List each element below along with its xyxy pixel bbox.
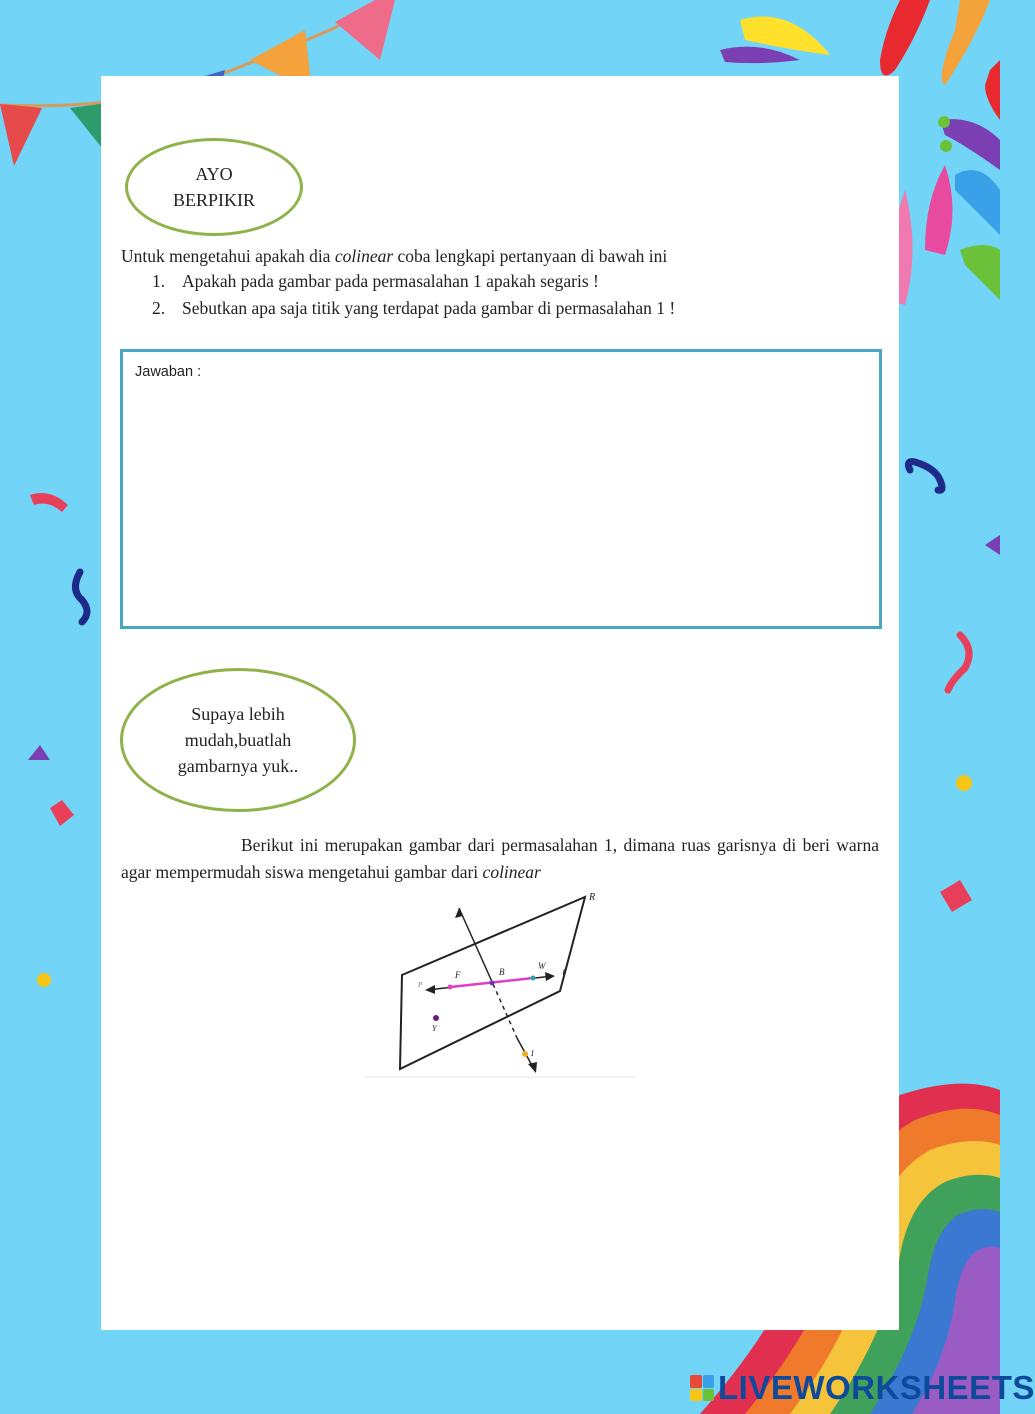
confetti-purple-icon — [985, 535, 1000, 555]
hint-line-3: gambarnya yuk.. — [177, 756, 299, 776]
question-text: Apakah pada gambar pada permasalahan 1 apakah segaris ! — [182, 271, 599, 291]
confetti-navy-icon — [75, 572, 87, 622]
question-number: 1. — [152, 271, 166, 291]
label-w: W — [538, 961, 546, 971]
hint-line-1: Supaya lebih — [191, 704, 285, 724]
question-text: Sebutkan apa saja titik yang terdapat pada gambar di permasalahan 1 ! — [182, 298, 676, 318]
bunting-flag-red-icon — [0, 104, 42, 166]
arrow-down-icon — [528, 1062, 537, 1073]
plane-label: R — [589, 892, 596, 903]
point-i — [522, 1051, 528, 1057]
hint-line-2: mudah,buatlah — [184, 730, 292, 750]
transversal-line — [459, 908, 493, 984]
point-y — [433, 1015, 439, 1021]
point-f — [448, 985, 453, 990]
description-italic: colinear — [482, 862, 541, 882]
point-b — [490, 981, 495, 986]
confetti-yellow-icon — [956, 775, 972, 791]
question-number: 2. — [152, 298, 166, 318]
bunting-flag-pink-icon — [335, 0, 395, 60]
answer-box[interactable] — [120, 349, 882, 629]
label-y: Y — [432, 1024, 437, 1033]
title-line-1: AYO — [195, 164, 233, 184]
intro-italic: colinear — [334, 246, 394, 266]
description-paragraph — [121, 832, 879, 886]
question-item — [152, 271, 599, 292]
confetti-pink-icon — [30, 493, 68, 512]
label-i: I — [531, 1049, 534, 1058]
label-p: P — [418, 981, 423, 989]
collinear-figure — [365, 888, 635, 1080]
label-b: B — [499, 967, 505, 977]
confetti-navy-icon — [908, 462, 942, 491]
intro-after: coba lengkapi pertanyaan di bawah ini — [393, 246, 668, 266]
point-w — [531, 976, 536, 981]
title-line-2: BERPIKIR — [172, 190, 255, 210]
brand-text: LIVEWORKSHEETS — [718, 1369, 1035, 1406]
label-l: ℓ — [562, 967, 566, 977]
confetti-pink-icon — [50, 800, 74, 826]
intro-before: Untuk mengetahui apakah dia — [121, 246, 335, 266]
arrow-right-icon — [545, 972, 555, 981]
arrow-left-icon — [425, 985, 435, 994]
question-item — [152, 298, 675, 319]
description-text: Berikut ini merupakan gambar dari permasalahan 1, dimana ruas garisnya di beri warna agar mempermudah siswa mengetahui gambar dari — [121, 835, 879, 882]
liveworksheets-logo-icon — [690, 1375, 714, 1401]
confetti-yellow-icon — [37, 973, 51, 987]
label-f: F — [455, 970, 461, 980]
title-oval — [125, 138, 303, 236]
hint-oval — [120, 668, 356, 812]
confetti-purple-icon — [28, 745, 50, 760]
answer-label: Jawaban : — [135, 364, 202, 380]
transversal-dashed — [493, 984, 517, 1038]
confetti-pink-icon — [948, 635, 969, 690]
intro-text — [121, 244, 821, 268]
liveworksheets-brand[interactable] — [690, 1371, 1035, 1405]
confetti-pink-icon — [940, 880, 972, 912]
